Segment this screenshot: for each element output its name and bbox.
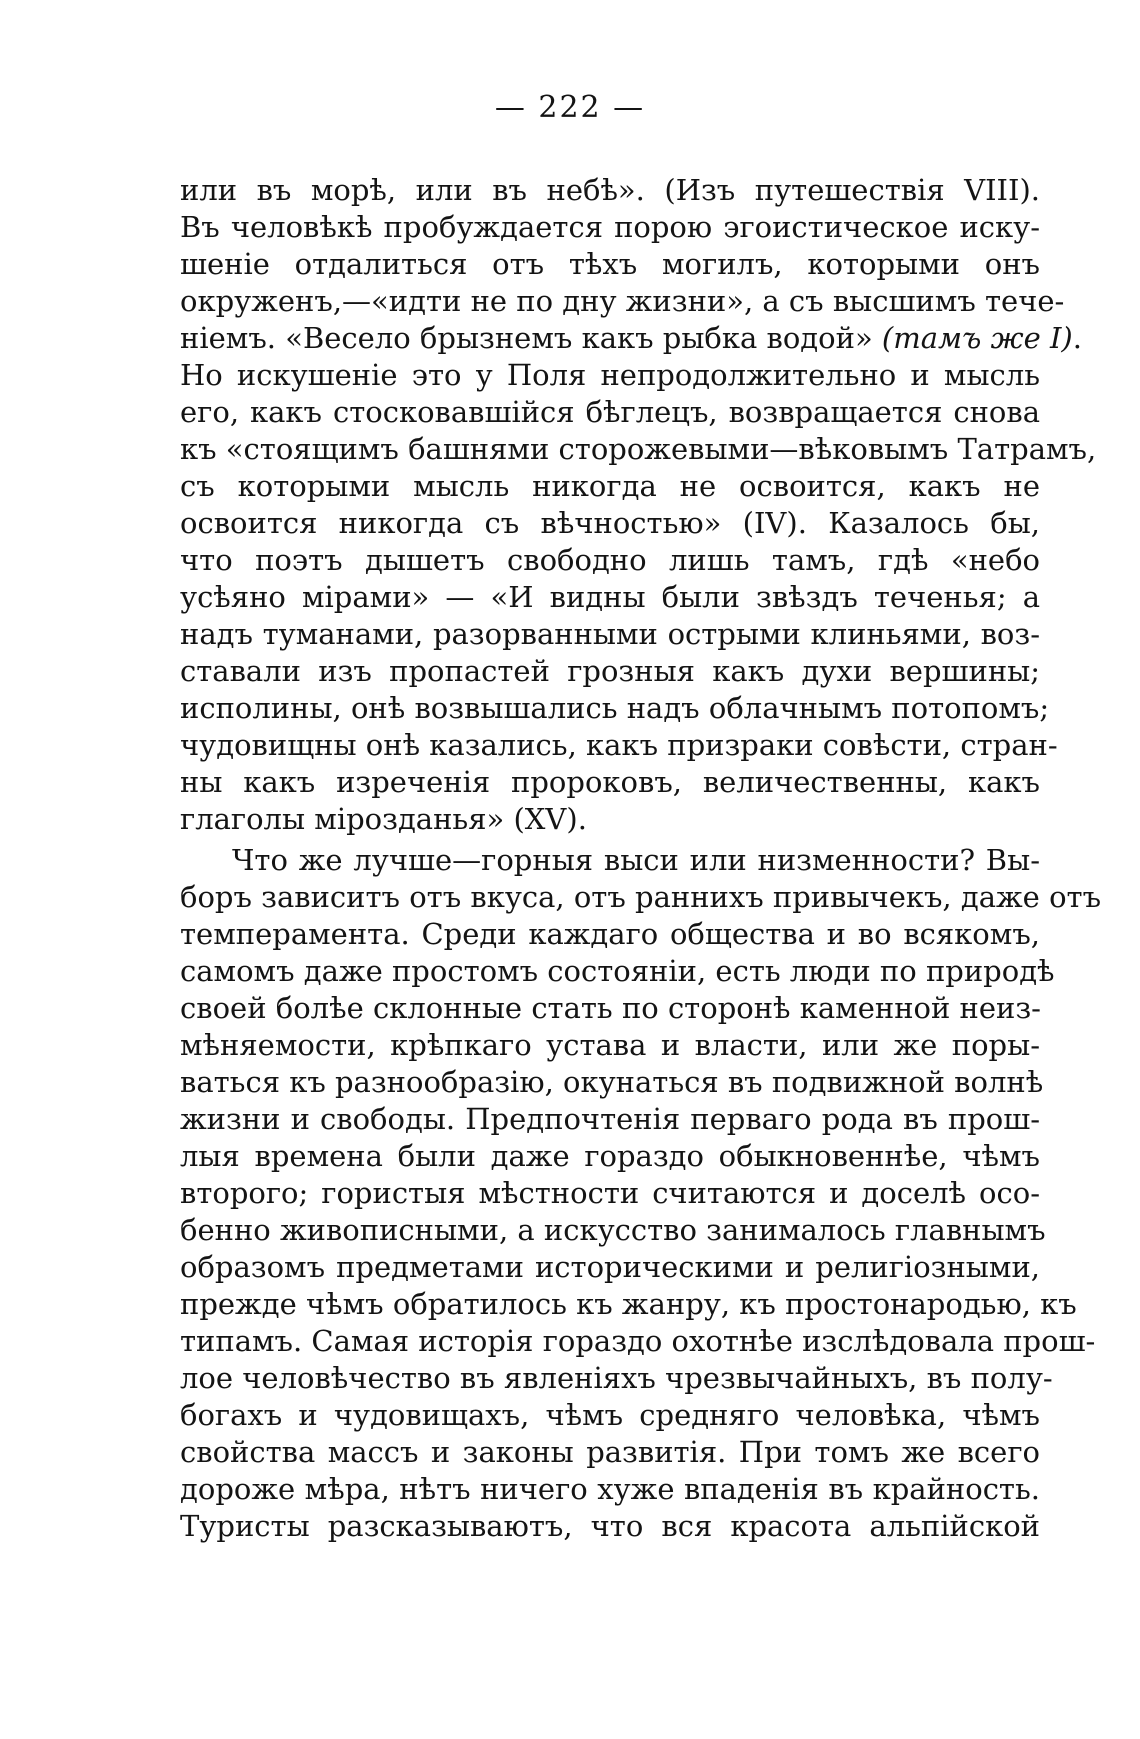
text-line: его, какъ стосковавшійся бѣглецъ, возвращается снова xyxy=(180,395,1040,429)
text-line: темперамента. Среди каждаго общества и во всякомъ, xyxy=(180,917,1040,951)
text-line: лыя времена были даже гораздо обыкновеннѣе, чѣмъ xyxy=(180,1139,1040,1173)
text-line: боръ зависитъ отъ вкуса, отъ раннихъ привычекъ, даже отъ xyxy=(180,880,1102,914)
text-line: что поэтъ дышетъ свободно лишь тамъ, гдѣ «небо xyxy=(180,543,1040,577)
text-line: второго; гористыя мѣстности считаются и доселѣ осо- xyxy=(180,1176,1040,1210)
text-line: мѣняемости, крѣпкаго устава и власти, или же поры- xyxy=(180,1028,1040,1062)
text-line: Въ человѣкѣ пробуждается порою эгоистическое иску- xyxy=(180,210,1040,244)
text-line: ны какъ изреченія пророковъ, величественны, какъ xyxy=(180,765,1040,799)
page-number: — 222 — xyxy=(494,90,646,125)
text-segment: ніемъ. «Весело брызнемъ какъ рыбка водой» xyxy=(180,321,882,355)
text-line: исполины, онѣ возвышались надъ облачнымъ потопомъ; xyxy=(180,691,1050,725)
text-line: съ которыми мысль никогда не освоится, какъ не xyxy=(180,469,1040,503)
text-line: или въ морѣ, или въ небѣ». (Изъ путешествія VIII). xyxy=(180,173,1040,207)
text-line: дороже мѣра, нѣтъ ничего хуже впаденія въ крайность. xyxy=(180,1472,1040,1506)
text-line: своей болѣе склонные стать по сторонѣ каменной неиз- xyxy=(180,991,1041,1025)
text-line: чудовищны онѣ казались, какъ призраки совѣсти, стран- xyxy=(180,728,1058,762)
paragraph-start-line: Что же лучше—горныя выси или низменности? Вы- xyxy=(232,843,1040,877)
text-line: жизни и свободы. Предпочтенія перваго рода въ прош- xyxy=(180,1102,1040,1136)
text-line: усѣяно мірами» — «И видны были звѣздъ теченья; а xyxy=(180,580,1040,614)
text-line: Но искушеніе это у Поля непродолжительно и мысль xyxy=(180,358,1040,392)
text-line: шеніе отдалиться отъ тѣхъ могилъ, которыми онъ xyxy=(180,247,1040,281)
text-line: ваться къ разнообразію, окунаться въ подвижной волнѣ xyxy=(180,1065,1044,1099)
italic-reference: (тамъ же I) xyxy=(881,321,1073,355)
text-line: къ «стоящимъ башнями сторожевыми—вѣковымъ Татрамъ, xyxy=(180,432,1097,466)
text-line: Туристы разсказываютъ, что вся красота альпійской xyxy=(180,1509,1040,1543)
text-line-with-italic xyxy=(180,320,1082,357)
text-line: свойства массъ и законы развитія. При томъ же всего xyxy=(180,1435,1040,1469)
body-text xyxy=(180,172,1102,1545)
text-line: типамъ. Самая исторія гораздо охотнѣе изслѣдовала прош- xyxy=(180,1324,1096,1358)
text-line: бенно живописными, а искусство занималось главнымъ xyxy=(180,1213,1046,1247)
text-line: прежде чѣмъ обратилось къ жанру, къ простонародью, къ xyxy=(180,1287,1077,1321)
text-line: самомъ даже простомъ состояніи, есть люди по природѣ xyxy=(180,954,1055,988)
text-segment: . xyxy=(1072,321,1082,355)
text-line: освоится никогда съ вѣчностью» (IV). Казалось бы, xyxy=(180,506,1040,540)
text-line: богахъ и чудовищахъ, чѣмъ средняго человѣка, чѣмъ xyxy=(180,1398,1040,1432)
text-line: образомъ предметами историческими и религіозными, xyxy=(180,1250,1040,1284)
text-line: окруженъ,—«идти не по дну жизни», а съ высшимъ тече- xyxy=(180,284,1065,318)
text-line: лое человѣчество въ явленіяхъ чрезвычайныхъ, въ полу- xyxy=(180,1361,1053,1395)
text-line: ставали изъ пропастей грозныя какъ духи вершины; xyxy=(180,654,1040,688)
text-line: надъ туманами, разорванными острыми клиньями, воз- xyxy=(180,617,1040,651)
text-line: глаголы мірозданья» (XV). xyxy=(180,802,587,836)
